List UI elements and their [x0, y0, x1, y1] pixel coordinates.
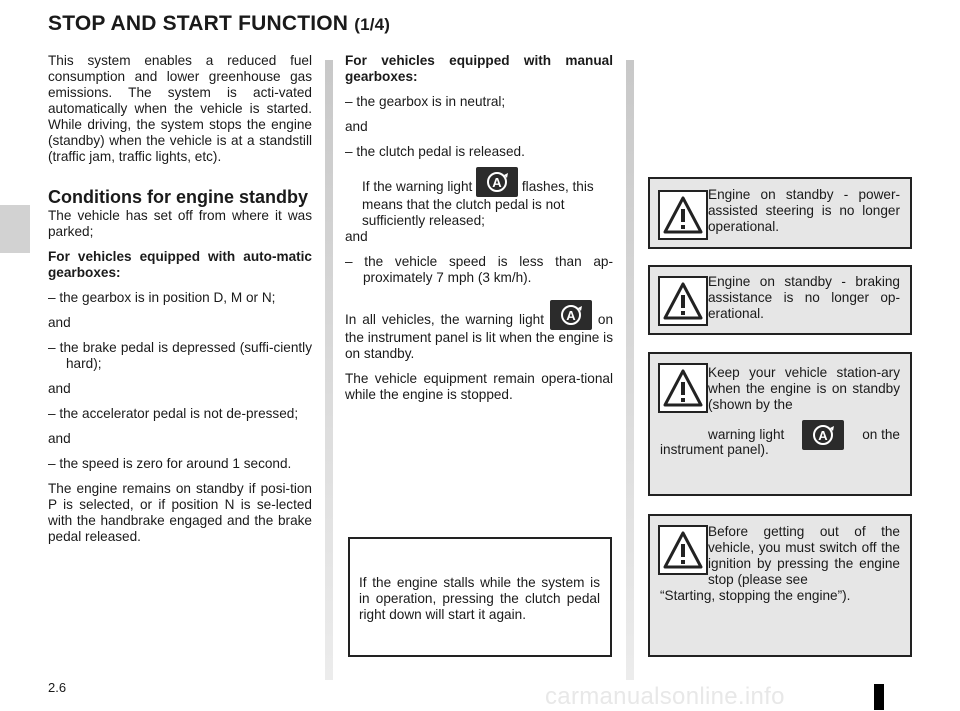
conjunction: and — [48, 381, 71, 396]
warning-box — [648, 177, 912, 249]
stop-start-icon — [550, 300, 592, 330]
warning-text: on the — [862, 427, 900, 442]
flash-note-text: If the warning light — [362, 179, 473, 194]
all-vehicles-text: on the instrument panel is lit when the engine is on standby. — [345, 312, 614, 361]
auto-heading: For vehicles equipped with auto-matic gearboxes: — [48, 249, 312, 280]
conjunction: and — [345, 119, 368, 134]
condition-item: – the vehicle speed is less than ap-proximately 7 mph (3 km/h). — [345, 254, 613, 285]
warning-text: Engine on standby - power-assisted steering is no longer operational. — [708, 187, 900, 234]
warning-triangle-icon — [658, 525, 708, 575]
all-vehicles-text: In all vehicles, the warning light — [345, 312, 544, 327]
all-vehicles-paragraph — [345, 300, 613, 362]
condition-item: – the brake pedal is depressed (suffi-ciently hard); — [48, 340, 312, 371]
warning-text: Keep your vehicle station-ary when the engine is on standby (shown by the — [708, 365, 900, 412]
svg-text:A: A — [566, 308, 576, 323]
warning-text: instrument panel). — [660, 442, 769, 457]
warning-triangle-icon — [658, 363, 708, 413]
manual-heading: For vehicles equipped with manual gearboxes: — [345, 53, 613, 84]
stall-note-text: If the engine stalls while the system is in operation, pressing the clutch pedal right down will start it again. — [359, 575, 600, 622]
svg-text:A: A — [492, 175, 502, 190]
warning-triangle-icon — [658, 190, 708, 240]
parked-paragraph: The vehicle has set off from where it was parked; — [48, 208, 312, 239]
warning-text: Engine on standby - braking assistance is no longer op-erational. — [708, 274, 900, 321]
page-number: 2.6 — [48, 680, 67, 695]
column-divider — [325, 60, 333, 680]
equipment-paragraph: The vehicle equipment remain opera-tional while the engine is stopped. — [345, 371, 613, 402]
page-title: STOP AND START FUNCTION (1/4) — [48, 12, 391, 35]
conjunction: and — [345, 229, 368, 244]
warning-text: warning light — [708, 427, 785, 442]
condition-item: – the gearbox is in position D, M or N; — [48, 290, 276, 305]
flash-note — [345, 167, 613, 229]
condition-item: – the gearbox is in neutral; — [345, 94, 506, 109]
intro-paragraph: This system enables a reduced fuel consumption and lower greenhouse gas emissions. The system is acti-vated automatically when the vehicle is started. While driving, the system stops the engine (standby) when the vehicle is at a standstill (traffic jam, traffic lights, etc). — [48, 53, 312, 164]
stall-note-box — [348, 537, 612, 657]
middle-column — [345, 53, 613, 412]
svg-text:A: A — [818, 428, 828, 443]
warning-text: “Starting, stopping the engine”). — [660, 588, 851, 603]
section-heading: Conditions for engine standby — [48, 187, 308, 207]
left-column — [48, 53, 312, 554]
condition-item: – the clutch pedal is released. — [345, 144, 525, 159]
warning-box — [648, 265, 912, 335]
condition-item: – the accelerator pedal is not de-pressed; — [48, 406, 299, 421]
section-tab — [0, 205, 30, 253]
warning-text: Before getting out of the vehicle, you must switch off the ignition by pressing the engine stop (please see — [708, 524, 900, 587]
stop-start-icon — [476, 167, 518, 197]
page-marker — [874, 684, 884, 710]
standby-paragraph: The engine remains on standby if posi-tion P is selected, or if position N is se-lected with the handbrake engaged and the brake pedal released. — [48, 481, 312, 544]
conjunction: and — [48, 431, 71, 446]
warning-box — [648, 514, 912, 657]
column-divider — [626, 60, 634, 680]
warning-triangle-icon — [658, 276, 708, 326]
footer-watermark: carmanualsonline.info — [545, 683, 785, 710]
flash-note-text: flashes, this means that the clutch pedal is not sufficiently released; — [362, 179, 594, 228]
warning-box — [648, 352, 912, 496]
conjunction: and — [48, 315, 71, 330]
stop-start-icon — [802, 420, 844, 450]
condition-item: – the speed is zero for around 1 second. — [48, 456, 292, 471]
